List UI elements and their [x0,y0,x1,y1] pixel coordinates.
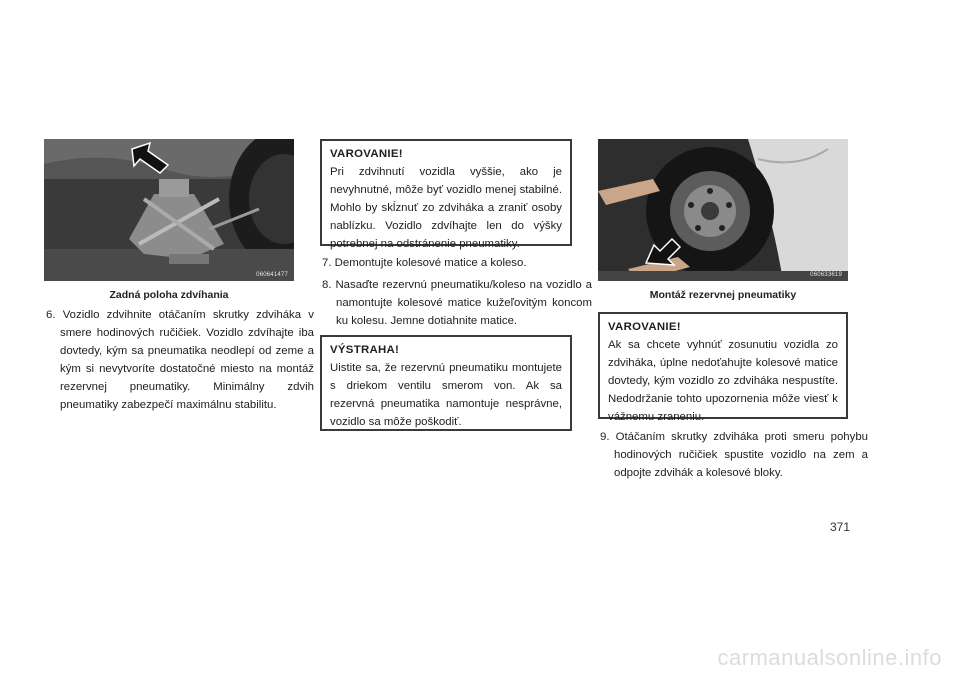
caution-text: Uistite sa, že rezervnú pneumatiku montujete s driekom ventilu smerom von. Ak sa rezervná pneumatika namontuje nesprávne, vozidlo sa môže poškodiť. [330,362,562,428]
step-6: 6. Vozidlo zdvihnite otáčaním skrutky zdviháka v smere hodinových ručičiek. Vozidlo zdvíhajte iba dovtedy, kým sa pneumatika neodlepí od zeme a kým si nevytvoríte dostatočné miesto na montáž rezervnej pneumatiky. Minimálny zdvih pneumatiky zabezpečí maximálnu stabilitu. [46,309,314,411]
page-number: 371 [830,520,851,534]
figure-caption: Montáž rezervnej pneumatiky [649,289,797,301]
figure-caption: Zadná poloha zdvíhania [109,289,229,301]
warning-box-1 [320,139,572,250]
figure-code: 060641477 [256,272,288,278]
figure-code: 060633619 [810,272,842,278]
caution-box [320,335,572,431]
spare-tire-figure [598,139,848,281]
warning-title: VAROVANIE! [330,148,403,160]
jack-position-illustration [44,139,294,281]
warning-box-2 [598,312,848,423]
step-8: 8. Nasaďte rezervnú pneumatiku/koleso na vozidlo a namontujte kolesové matice kužeľovitým koncom ku kolesu. Jemne dotiahnite matice. [322,279,592,327]
warning-text: Ak sa chcete vyhnúť zosunutiu vozidla zo zdviháka, úplne nedoťahujte kolesové matice dovtedy, kým vozidlo zo zdviháka nespustíte. Nedodržanie tohto upozornenia môže viesť k vážnemu zraneniu. [608,339,838,423]
jack-position-figure [44,139,294,281]
spare-tire-illustration [598,139,848,281]
step-9: 9. Otáčaním skrutky zdviháka proti smeru pohybu hodinových ručičiek spustite vozidlo na zem a odpojte zdvihák a kolesové bloky. [600,431,868,479]
step-7: 7. Demontujte kolesové matice a koleso. [322,257,527,269]
caution-title: VÝSTRAHA! [330,344,400,356]
warning-title: VAROVANIE! [608,321,681,333]
warning-text: Pri zdvihnutí vozidla vyššie, ako je nevyhnutné, môže byť vozidlo menej stabilné. Mohlo by skĺznuť zo zdviháka a zraniť osoby nablízku. Vozidlo zdvíhajte len do výšky potrebnej na odstránenie pneumatiky. [330,166,562,250]
watermark: carmanualsonline.info [717,645,942,670]
